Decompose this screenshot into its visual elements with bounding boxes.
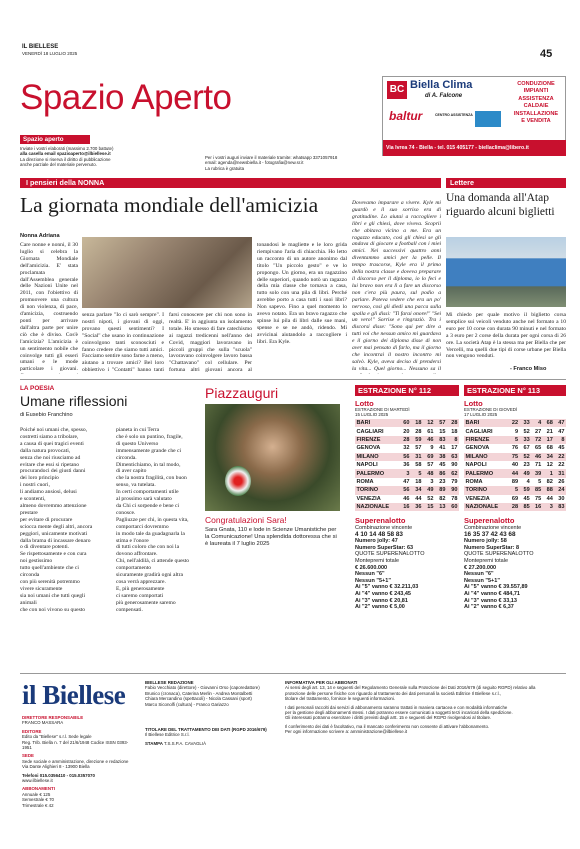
bouquet-icon [225,466,251,496]
lettere-body: Mi chiedo per quale motivo il biglietto corsa semplice sui veicoli venduto anche nel formato a 10 euro per 10 corse con durata 90 minuti e nel formato a 3 euro per 2 corse della durata per ogni corsa di 26 ore. La società Atap è la stessa ma per Biella che per Vercelli, ma quelli due tipi di corse urbane per Biella non vengono venduti. [446,312,566,360]
lotto-number: 4 [531,419,543,427]
info-box-title: Spazio aperto [20,135,90,144]
lotto-number: 12 [546,462,553,469]
auguri-body: Sara Gnata, 110 e lode in Scienze Umanistiche per la Comunicazione! Una splendida dottoressa che si è laureata il 7 luglio 2025 [205,527,337,548]
lotto-city: ROMA [465,478,483,485]
lotto-number: 18 [415,478,422,485]
lotto-number: 34 [543,453,555,461]
pensieri-col-2: senza parlare "Io ci sarò sempre". I nostri nipoti, i giovani di oggi, provano questi sentimenti? I "Social" che usano in continuazione coinvolgono tanti sconosciuti e fanno credere che siamo tutti amici. Facciamo sentire sono farne a meno, aiutano a trovare amici? Bel loro obbiettivo i "Contatti" hanno tanti [82,312,164,374]
info-box-left: Inviate i vostri elaborati (massimo 2.700 battute) alla casella email spazioaperto@ilbiellese.it La direzione si riserva il diritto di pubblicazione anche parziale del materiale pervenuto. [20,146,114,168]
brand-badge-icon [475,111,501,127]
lotto-city: BARI [355,419,399,427]
lotto-number: 78 [451,495,458,502]
lotto-row [355,419,459,427]
lotto-number: 31 [411,453,423,461]
lotto-number: 9 [430,445,434,452]
poem-line: tutto quell'ambiente che ci [20,565,79,572]
poem-line: comportarci dovremmo [116,523,169,530]
lotto-row [355,427,459,435]
lotto-number: 20 [403,428,410,435]
poem-line: sia noi umani che tutti quegli [20,592,86,599]
lotto-number: 76 [511,445,519,452]
poesia-headline: Umane riflessioni [20,393,128,409]
lotto-number: 17 [451,445,458,452]
lotto-number: 47 [403,478,410,485]
poem-line: circonda [20,572,40,579]
lotto-number: 89 [435,486,447,494]
pensieri-col-3: farsi conoscere per chi non sono in realtà. E' in aggiunta un isolamento totale. Ho smesso di fare catechismo ai ragazzi tredicenni nell'anno del Covid, maggiori lavoravano in piccoli gruppi che sulla "scuola" lavoravano coinvolgere lavoro bassa "Chattavano" col cellulare. Per fortuna altri giovani ancora al [169,312,252,374]
superenalotto-line: € 27.200.000 [464,564,497,571]
poem-line: immensamente grande che ci [116,447,182,454]
baltur-subtitle: CENTRO ASSISTENZA [435,113,473,117]
ad-services: CONDUZIONE IMPIANTI ASSISTENZA CALDAIE INSTALLAZIONE E VENDITA [513,81,559,124]
poem-line: vivere sicuramente [20,585,63,592]
lotto-number: 16 [399,503,411,511]
pensieri-col-1: Care nonne e nonni, il 30 luglio si celebra la Giornata Mondiale dell'amicizia. E' stata proclamata dall'Assemblea generale delle Nazioni Unite nel 2011, con l'obiettivo di promuovere una cultura di non violenza, di pace, d'amicizia, costruendo ponti per arrivare dall'altra parte per unire ciò che è diviso. Cos'è l'amicizia? L'amicizia è un sentimento nobile che coinvolge tutti gli esseri umani e le mode particolare i giovani. [20,242,78,373]
lotto-number: 27 [535,428,542,435]
lettere-signature: - Franco Miso [510,366,547,372]
lotto-number: 83 [435,436,447,444]
lotto-city: NAZIONALE [464,503,508,511]
lotto-number: 79 [451,478,458,485]
poem-line: animali [20,599,37,606]
lotto-number: 44 [508,469,520,477]
lotto-city: NAPOLI [465,462,487,469]
lotto-number: 62 [447,469,459,477]
lotto-number: 8 [554,436,566,444]
superenalotto-line: 4 10 14 48 58 83 [355,530,403,538]
lotto-number: 22 [558,462,565,469]
masthead-brand: IL BIELLESE [22,44,59,50]
lotto-112-date: ESTRAZIONE DI MARTEDÌ 15 LUGLIO 2025 [355,407,410,418]
lotto-number: 44 [415,495,422,502]
poem-line: conosce. [116,509,136,516]
lotto-number: 28 [447,419,459,427]
poem-line: o di diventare potenti. [20,544,70,551]
poem-line: che la nostra fragilità, con buon [116,475,187,482]
lotto-number: 57 [415,445,422,452]
footer-info-col: INFORMATIVA PER GLI ABBONATI Ai sensi degli art. 13, 14 e seguenti del Regolamento Generale sulla Protezione dei Dati 2016/679 (di seguito RGPD) relativo alla protezione delle persone fisiche con riguardo al trattamento dei dati personali la società Editrice Il Biellese s.r.l., titolare del trattamento, fornisce le seguenti informazioni. I dati personali raccolti dai servizi di abbonamento saranno trattati in maniera cartacea e con modalità informatiche per la gestione degli abbonamenti stessi. I dati potranno essere comunicati a soggetti terzi incaricati della spedizione. Gli interessati potranno esercitare i diritti previsti dagli artt. 15 e seguenti del RGPD rivolgendosi al titolare. Il conferimento dei dati è facoltativo, ma il mancato conferimento non consente di attivare l'abbonamento. Per ogni informazione scrivere a: amministrazione@ilbiellese.it [285,680,536,735]
lotto-number: 88 [543,486,555,494]
poem-line: Pagliuzze per chi, in questa vita, [116,516,189,523]
pensieri-rubric-bar [20,178,441,188]
lotto-number: 44 [546,495,553,502]
lotto-number: 3 [430,478,434,485]
lotto-city: ROMA [356,478,374,485]
poem-line: di questo Universo [116,440,159,447]
lotto-number: 3 [399,469,411,477]
lotto-number: 40 [511,462,519,469]
pensieri-author: Nonna Adriana [20,233,60,239]
poem-line: Se rispettosamente e con cura [20,551,87,558]
lotto-number: 67 [523,445,530,452]
lotto-number: 5 [538,478,542,485]
lotto-row [464,427,566,435]
superenalotto-line: Ai "2" vanno € 6,37 [464,604,514,611]
lotto-number: 83 [554,503,566,511]
lotto-number: 13 [435,503,447,511]
lotto-number: 18 [451,428,458,435]
poem-line: cosa verrà apprezzare. [116,578,166,585]
lotto-city: PALERMO [464,469,508,477]
lotto-city: GENOVA [465,445,490,452]
lotto-number: 52 [427,495,434,502]
lotto-number: 57 [427,462,434,469]
lotto-city: MILANO [355,453,399,461]
lotto-number: 57 [435,419,447,427]
lotto-number: 89 [511,478,519,485]
lotto-row [355,503,459,511]
superenalotto-line: Ai "3" vanno € 20,81 [355,597,408,604]
page-number: 45 [540,48,553,60]
lotto-number: 58 [415,462,422,469]
superenalotto-line: € 26.600.000 [355,564,388,571]
lotto-row [464,419,566,427]
lotto-number: 69 [423,453,435,461]
lotto-number: 39 [531,469,543,477]
lotto-city: TORINO [355,486,399,494]
lotto-112-title: Lotto [355,399,374,408]
poem-line: noi gestissimo [20,558,53,565]
poem-line: Dimentichiamo, in tal modo, [116,461,181,468]
lotto-number: 5 [508,486,520,494]
poem-line: circonda. [116,454,137,461]
lotto-number: 31 [554,469,566,477]
poesia-rubric: LA POESIA [20,385,55,392]
poem-line: senso, va tutelata. [116,482,156,489]
lotto-number: 68 [546,445,553,452]
lotto-number: 3 [543,503,555,511]
lotto-number: 49 [520,469,532,477]
lotto-city: VENEZIA [356,495,381,502]
lotto-row [464,503,566,511]
lotto-row [464,461,566,469]
lotto-number: 45 [439,462,446,469]
lotto-city: FIRENZE [355,436,399,444]
super-113-title: Superenalotto [464,516,515,525]
lotto-number: 9 [514,428,519,435]
poem-line: e scontenti, [20,496,46,503]
lotto-row [355,486,459,494]
lotto-number: 30 [558,495,565,502]
poem-line: costretti siamo a tribolare, [20,433,79,440]
lotto-number: 24 [554,486,566,494]
lotto-number: 69 [511,495,519,502]
lettere-headline: Una domanda all'Atap riguardo alcuni biglietti [446,192,555,218]
lotto-number: 16 [531,503,543,511]
lotto-number: 82 [546,478,553,485]
lotto-number: 86 [435,469,447,477]
lotto-city: PALERMO [355,469,399,477]
lotto-city: GENOVA [356,445,381,452]
lotto-number: 75 [535,495,542,502]
lotto-row [355,469,459,477]
lotto-row [464,436,566,444]
lotto-112-banner: ESTRAZIONE N° 112 [355,385,459,396]
poem-line: dalla brama di incassare denaro [20,537,91,544]
superenalotto-line: Ai "4" vanno € 243,45 [355,590,411,597]
poem-line: dalla natura provocati, [20,447,71,454]
baltur-logo: baltur [389,109,423,123]
poem-line: compensati. [116,606,143,613]
lotto-number: 85 [520,503,532,511]
divider [20,379,566,380]
poesia-col-1 [20,427,110,613]
poem-line: al prossimo sarà valutato [116,496,172,503]
lotto-number: 8 [447,436,459,444]
poem-line: per evitare di procurare [20,516,73,523]
super-112-list [355,525,425,611]
pensieri-col-4: tonandosi le magliette e le loro grida riempivano l'aria di chiacchia. Ho letto un racconto di un autore anonimo dal titolo "Un piccolo gesto" e ve lo propongo. Un giorno, era un ragazzino delle superiori, quando notò un ragazzo della mia classe che tornava a casa, tutto solo con una pila di libri. Perché avrebbe porto a casa tutti i suoi libri? Non sapevo. Fino a quel momento lo avevo notato. Era un bravo ragazzo che spinse lui pila di libri dalle sue mani, spense e se ne andò, ridendo. Mi avvicinai aiutandolo a raccogliere i libri. Era Kyle. [257,242,347,345]
lotto-number: 36 [411,503,423,511]
lettere-rubric: Lettere [450,178,474,187]
lotto-number: 61 [427,428,434,435]
lotto-city: CAGLIARI [465,428,493,435]
poem-line: da Chi ci sorpende e bene ci [116,502,180,509]
poem-line: senza che noi riusciamo ad [20,454,81,461]
lotto-number: 46 [531,453,543,461]
lotto-row [464,453,566,461]
auguri-headline: Congratulazioni Sara! [205,515,287,525]
lotto-number: 21 [546,428,553,435]
superenalotto-line: QUOTE SUPERENALOTTO [464,551,534,558]
lotto-row [355,495,459,503]
superenalotto-line: Numero SuperStar: 63 [355,544,414,551]
superenalotto-line: Montepremi totale [464,557,509,564]
superenalotto-line: Ai "3" vanno € 33,13 [464,597,517,604]
lotto-number: 23 [523,462,530,469]
superenalotto-line: Montepremi totale [355,557,400,564]
lotto-number: 22 [554,453,566,461]
lotto-number: 49 [423,486,435,494]
lotto-number: 45 [558,445,565,452]
lotto-number: 36 [403,462,410,469]
poem-line: sicuramente gradirà ogni altra [116,572,183,579]
superenalotto-line: Nessun "5+1" [464,577,500,584]
poem-line: Poiché noi umani che, spesso, [20,427,88,433]
lotto-number: 18 [411,419,423,427]
footer-mid-col: BIELLESE REDAZIONE Fabio Vecchiato (direttore) - Giovanni Orso (caporedattore) Brunico (cronaca), Caterina Merlin - Andrea Montalbetti Chiara Mercandino (spettacoli) - Nicola Cassani (sport) Marco Siconolfi (cultura) - Franco Gariazzo TITOLARE DEL TRATTAMENTO DEI DATI (RGPD 2016/679) Il Biellese Editrice S.r.l. STAMPA T.S.S.P.A. CAVAGLIÀ [145,680,267,746]
lotto-number: 72 [531,436,543,444]
lotto-number: 56 [399,453,411,461]
poem-line: procurandoci dei giusti danni [20,468,86,475]
lotto-row [355,461,459,469]
poem-line: a causa di quei tragici eventi [20,440,84,447]
lotto-city: BARI [464,419,508,427]
footer-divider [20,673,566,674]
lotto-number: 5 [411,469,423,477]
superenalotto-line: 16 35 37 42 43 68 [464,530,516,538]
lotto-number: 82 [439,495,446,502]
poem-line: sciocca mente degli altri, ancora [20,523,93,530]
lotto-number: 41 [439,445,446,452]
superenalotto-line: Nessun "6" [355,571,385,578]
poem-line: ci saremo comportati [116,592,164,599]
lotto-city: CAGLIARI [356,428,384,435]
lotto-city: NAZIONALE [355,503,399,511]
lotto-number: 28 [399,436,411,444]
poem-line: almeno dovremmo attenzione [20,502,87,509]
lotto-city: VENEZIA [465,495,490,502]
poem-line: li andiamo ansiosi, delusi [20,489,77,496]
poem-line: peggiori, unicamente motivati [20,530,88,537]
poem-line: Chi, nell'aldilà, ci attende questo [116,558,190,565]
section-title: Spazio Aperto [20,78,232,117]
superenalotto-line: Ai "5" vanno € 39.557,89 [464,584,528,591]
lotto-row [464,444,566,452]
lotto-number: 22 [508,419,520,427]
superenalotto-line: Numero jolly: 58 [464,538,507,545]
lotto-113-date: ESTRAZIONE DI GIOVEDÌ 17 LUGLIO 2025 [464,407,518,418]
poem-line: dovono affrontare. [116,551,158,558]
superenalotto-line: Combinazione vincente [355,525,413,531]
lotto-row [464,478,566,486]
lotto-number: 46 [423,436,435,444]
lotto-number: 46 [403,495,410,502]
footer-left-col: DIRETTORE RESPONSABILE FRANCO MASSARA EDITORE Edito da "Biellese" s.r.l. Sede legale Reg. Trib. Biella n. 7 del 21/6/1948 Codice ISSN 0393-1951 SEDE Sede sociale e amministrazione, direzione e redazione Via Dante Alighieri 8 - 13900 Biella Telefoni 015.0356410 - 015.0357070 www.ilbiellese.it ABBONAMENTI Annuale € 125 Semestrale € 70 Trimestrale € 42 [22,715,129,808]
masthead-date: VENERDÌ 18 LUGLIO 2025 [22,51,78,56]
superenalotto-line: Ai "2" vanno € 5,00 [355,604,405,611]
lotto-number: 59 [411,436,423,444]
super-113-list [464,525,534,611]
lotto-number: 63 [447,453,459,461]
poem-line: dei loro principio [20,475,59,482]
poem-line: E, più generosamente [116,585,165,592]
lotto-number: 33 [520,436,532,444]
poem-line: con più serenità potremmo [20,578,80,585]
pensieri-photo [82,237,252,308]
auguri-rubric: Piazzauguri [205,385,279,401]
lotto-row [355,453,459,461]
bc-logo: BC [387,81,407,99]
lotto-number: 1 [543,469,555,477]
lotto-number: 71 [535,462,542,469]
superenalotto-line: Ai "4" vanno € 484,71 [464,590,520,597]
poem-line: i nostri cuori, [20,482,50,489]
lotto-row [464,486,566,494]
lotto-row [464,495,566,503]
lotto-number: 17 [543,436,555,444]
poem-line: che è solo un puntino, fragile, [116,433,183,440]
lotto-number: 26 [558,478,565,485]
bus-photo [446,237,566,307]
superenalotto-line: Numero SuperStar: 8 [464,544,520,551]
lotto-row [355,436,459,444]
pensieri-rubric: I pensieri della NONNA [26,178,105,187]
lotto-city: TORINO [464,486,508,494]
poem-line: di tutti coloro che con noi la [116,544,180,551]
ad-owner: di A. Falcone [425,93,463,99]
auguri-photo [205,404,340,511]
lotto-number: 59 [520,486,532,494]
lotto-number: 12 [423,419,435,427]
lotto-number: 15 [439,428,446,435]
lotto-number: 85 [531,486,543,494]
lotto-row [355,444,459,452]
lotto-number: 45 [523,495,530,502]
lotto-113-banner: ESTRAZIONE N° 113 [464,385,566,396]
lotto-number: 75 [508,453,520,461]
lotto-number: 52 [520,453,532,461]
lotto-number: 47 [558,428,565,435]
lotto-113-table [464,419,566,511]
lotto-number: 60 [447,503,459,511]
lotto-number: 90 [451,462,458,469]
lotto-number: 4 [526,478,530,485]
poem-line: di aver capito [116,468,147,475]
lotto-city: FIRENZE [464,436,508,444]
superenalotto-line: Nessun "5+1" [355,577,391,584]
lotto-city: NAPOLI [356,462,378,469]
lotto-number: 38 [435,453,447,461]
lotto-number: 52 [523,428,530,435]
super-112-title: Superenalotto [355,516,406,525]
lotto-number: 5 [508,436,520,444]
lotto-number: 65 [535,445,542,452]
lotto-number: 33 [520,419,532,427]
lotto-row [464,469,566,477]
lotto-number: 60 [399,419,411,427]
lotto-row [355,478,459,486]
lotto-number: 68 [543,419,555,427]
poem-line: stima e l'onore [116,537,149,544]
poesia-author: di Eusebio Franchino [20,412,73,418]
lotto-number: 56 [399,486,411,494]
superenalotto-line: Nessun "6" [464,571,494,578]
footer-logo: il Biellese [22,680,126,710]
lotto-number: 32 [403,445,410,452]
lotto-number: 47 [554,419,566,427]
lotto-city: MILANO [464,453,508,461]
lettere-rubric-bar [446,178,566,188]
poem-line: pianeta in cui Terra [116,427,160,433]
superenalotto-line: Combinazione vincente [464,525,522,531]
poem-line: In certi comportamenti utile [116,489,179,496]
superenalotto-line: Ai "5" vanno € 32.211,03 [355,584,419,591]
pensieri-headline: La giornata mondiale dell'amicizia [20,193,319,217]
lotto-number: 23 [439,478,446,485]
ad-contact: Via Ivrea 74 - Biella - tel. 015 405177 - biellaclima@libero.it [383,140,566,156]
poem-line: evitare che essi si ripetano [20,461,80,468]
lotto-number: 28 [508,503,520,511]
poem-line: in modo tale da guadagnarla la [116,530,185,537]
ad-company-name: Biella Clima [410,79,473,91]
poem-line: prestare [20,509,38,516]
pensieri-col-5: Dovevamo imparare a vivere. Kyle mi guardò e il suo sorriso era di gratitudine. Lo aiutai a raccogliere i libri e gli chiesi, dove viveva. Scoprii che abitava vicino a me. Era un ragazzo educato, così gli chiesi se gli andava di giocare a football con i miei amici. Nei successivi quattro anni diventammo amici per la pelle. Il tempo trascorse, Kyle era il primo della nostra classe e doveva preparare il discorso per il diploma, io lo feci e lui bravo non era lì a fare un discorso non c'era più paura, sul podio a parlare. Poteva vedere che era un po' nervoso, così gli diedi una pacca sulla spalla e gli dissi: "Ti farai onore!" "Sei un vero!" Sorrise e ringraziò. Tra i discorsi disse: "Sono qui per dire a tutti voi che nessun amico mi guardava e il giorno dei diploma disse di non aver mai pensato di farlo, ma il giorno che incontrai il nostro incontro mi salvò. Kyle, aveva deciso di prendersi la vita... Quel giorno... Nessuno sa il [352,200,441,372]
superenalotto-line: QUOTE SUPERENALOTTO [355,551,425,558]
poesia-col-2 [116,427,206,613]
lotto-number: 15 [423,503,435,511]
lotto-number: 34 [411,486,423,494]
lotto-number: 90 [447,486,459,494]
poem-line: comportamento [116,565,152,572]
lotto-number: 28 [415,428,422,435]
lotto-113-title: Lotto [464,399,483,408]
biella-clima-ad[interactable] [382,76,566,156]
lotto-112-table [355,419,459,511]
info-box-right: Per i vostri auguri inviare il materiale tramite: whatsapp 3371057918 email: agenda@newsbiella.it - fotografia@new.sr.it La rubrica è gratuita [205,155,338,171]
superenalotto-line: Numero jolly: 47 [355,538,398,545]
poem-line: che con noi vivono su questo [20,606,86,613]
poem-line: più generosamente saremo [116,599,176,606]
lotto-number: 48 [423,469,435,477]
